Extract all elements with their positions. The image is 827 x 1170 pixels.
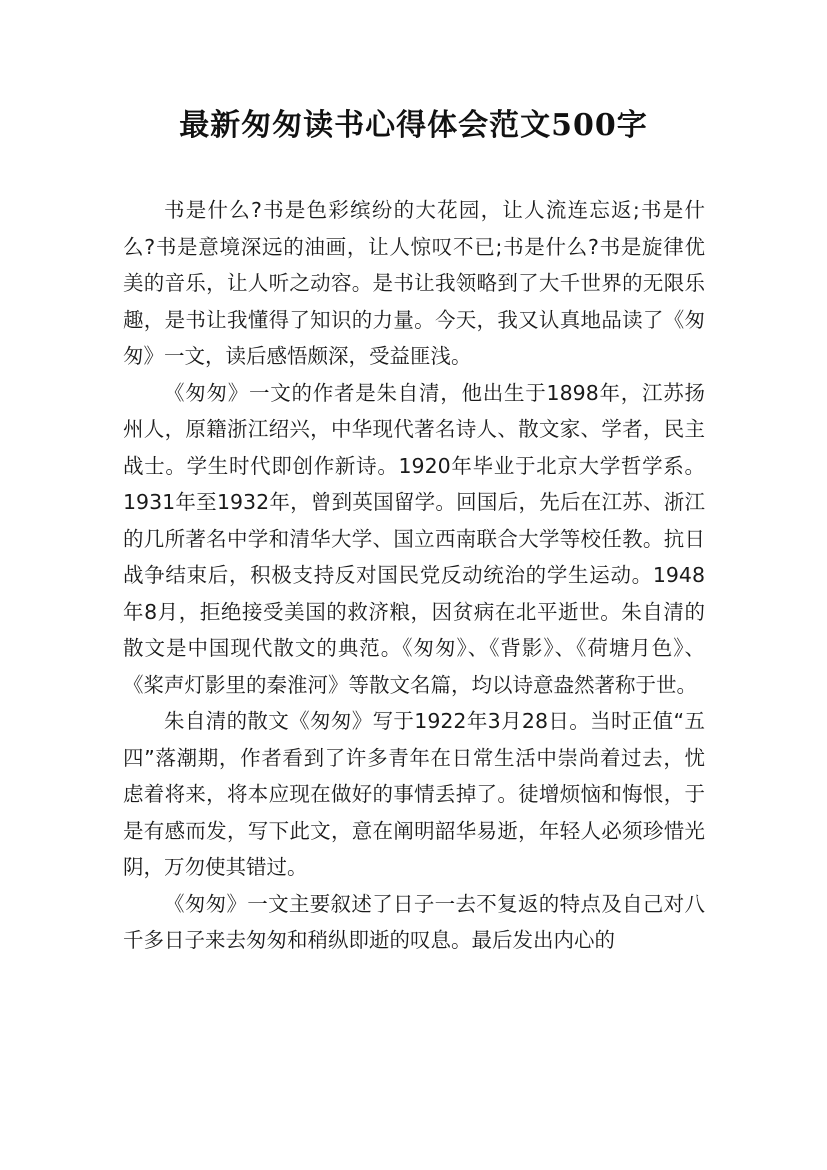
paragraph-4: 《匆匆》一文主要叙述了日子一去不复返的特点及自己对八千多日子来去匆匆和稍纵即逝的叹息。最后发出内心的 — [123, 891, 705, 952]
document-title: 最新匆匆读书心得体会范文500字 — [179, 108, 648, 143]
paragraph-2: 《匆匆》一文的作者是朱自清，他出生于1898年，江苏扬州人，原籍浙江绍兴，中华现代著名诗人、散文家、学者，民主战士。学生时代即创作新诗。1920年毕业于北京大学哲学系。1931年至1932年，曾到英国留学。回国后，先后在江苏、浙江的几所著名中学和清华大学、国立西南联合大学等校任教。抗日战争结束后，积极支持反对国民党反动统治的学生运动。1948年8月，拒绝接受美国的救济粮，因贫病在北平逝世。朱自清的散文是中国现代散文的典范。《匆匆》、《背影》、《荷塘月色》、《桨声灯影里的秦淮河》等散文名篇，均以诗意盎然著称于世。 — [123, 380, 705, 697]
document-body — [123, 192, 705, 959]
paragraph-3: 朱自清的散文《匆匆》写于1922年3月28日。当时正值“五四”落潮期，作者看到了许多青年在日常生活中崇尚着过去，忧虑着将来，将本应现在做好的事情丢掉了。徒增烦恼和悔恨，于是有感而发，写下此文，意在阐明韶华易逝，年轻人必须珍惜光阴，万勿使其错过。 — [123, 709, 705, 879]
paragraph-1: 书是什么?书是色彩缤纷的大花园，让人流连忘返;书是什么?书是意境深远的油画，让人惊叹不已;书是什么?书是旋律优美的音乐，让人听之动容。是书让我领略到了大千世界的无限乐趣，是书让我懂得了知识的力量。今天，我又认真地品读了《匆匆》一文，读后感悟颇深，受益匪浅。 — [123, 198, 705, 368]
